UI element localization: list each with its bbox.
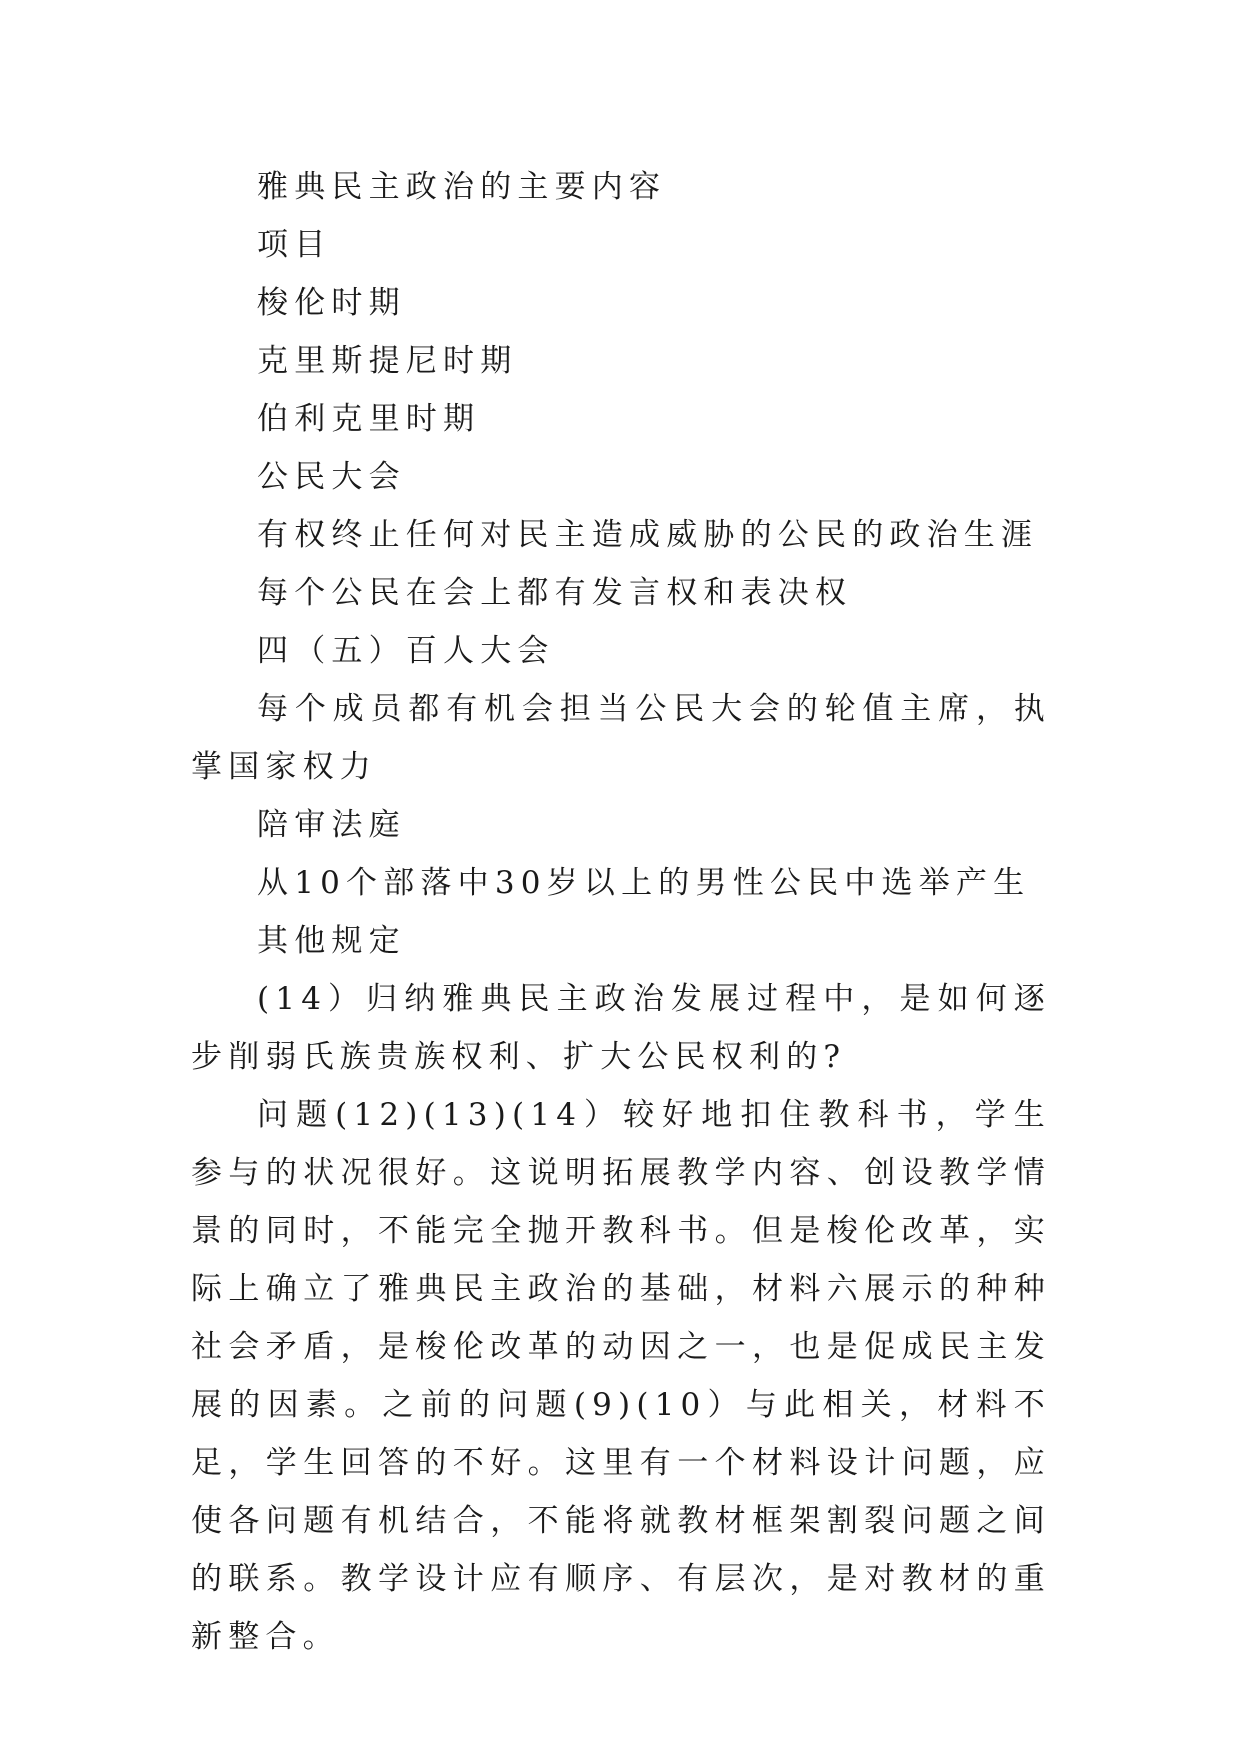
table-header-cleisthenes: 克里斯提尼时期	[257, 343, 518, 379]
cell-jury-selection: 从10个部落中30岁以上的男性公民中选举产生	[257, 865, 1031, 901]
table-header-solon: 梭伦时期	[257, 285, 406, 321]
row-label-citizen-assembly: 公民大会	[257, 459, 406, 495]
table-header-pericles: 伯利克里时期	[257, 401, 481, 437]
cell-ostracism: 有权终止任何对民主造成威胁的公民的政治生涯	[257, 517, 1039, 553]
question-14: (14）归纳雅典民主政治发展过程中，是如何逐步削弱氏族贵族权利、扩大公民权利的?	[191, 981, 1051, 1075]
cell-speaking-voting-rights: 每个公民在会上都有发言权和表决权	[257, 575, 853, 611]
row-label-other-rules: 其他规定	[257, 923, 406, 959]
document-body	[191, 158, 1051, 1666]
cell-rotating-chair: 每个成员都有机会担当公民大会的轮值主席，执掌国家权力	[191, 691, 1051, 785]
table-header-item: 项目	[257, 227, 332, 263]
heading-main-content: 雅典民主政治的主要内容	[257, 169, 667, 205]
commentary-paragraph: 问题(12)(13)(14）较好地扣住教科书，学生参与的状况很好。这说明拓展教学内容、创设教学情景的同时，不能完全抛开教科书。但是梭伦改革，实际上确立了雅典民主政治的基础，材料六展示的种种社会矛盾，是梭伦改革的动因之一，也是促成民主发展的因素。之前的问题(9)(10）与此相关，材料不足，学生回答的不好。这里有一个材料设计问题，应使各问题有机结合，不能将就教材框架割裂问题之间的联系。教学设计应有顺序、有层次，是对教材的重新整合。	[191, 1097, 1051, 1655]
row-label-council: 四（五）百人大会	[257, 633, 555, 669]
row-label-jury-court: 陪审法庭	[257, 807, 406, 843]
